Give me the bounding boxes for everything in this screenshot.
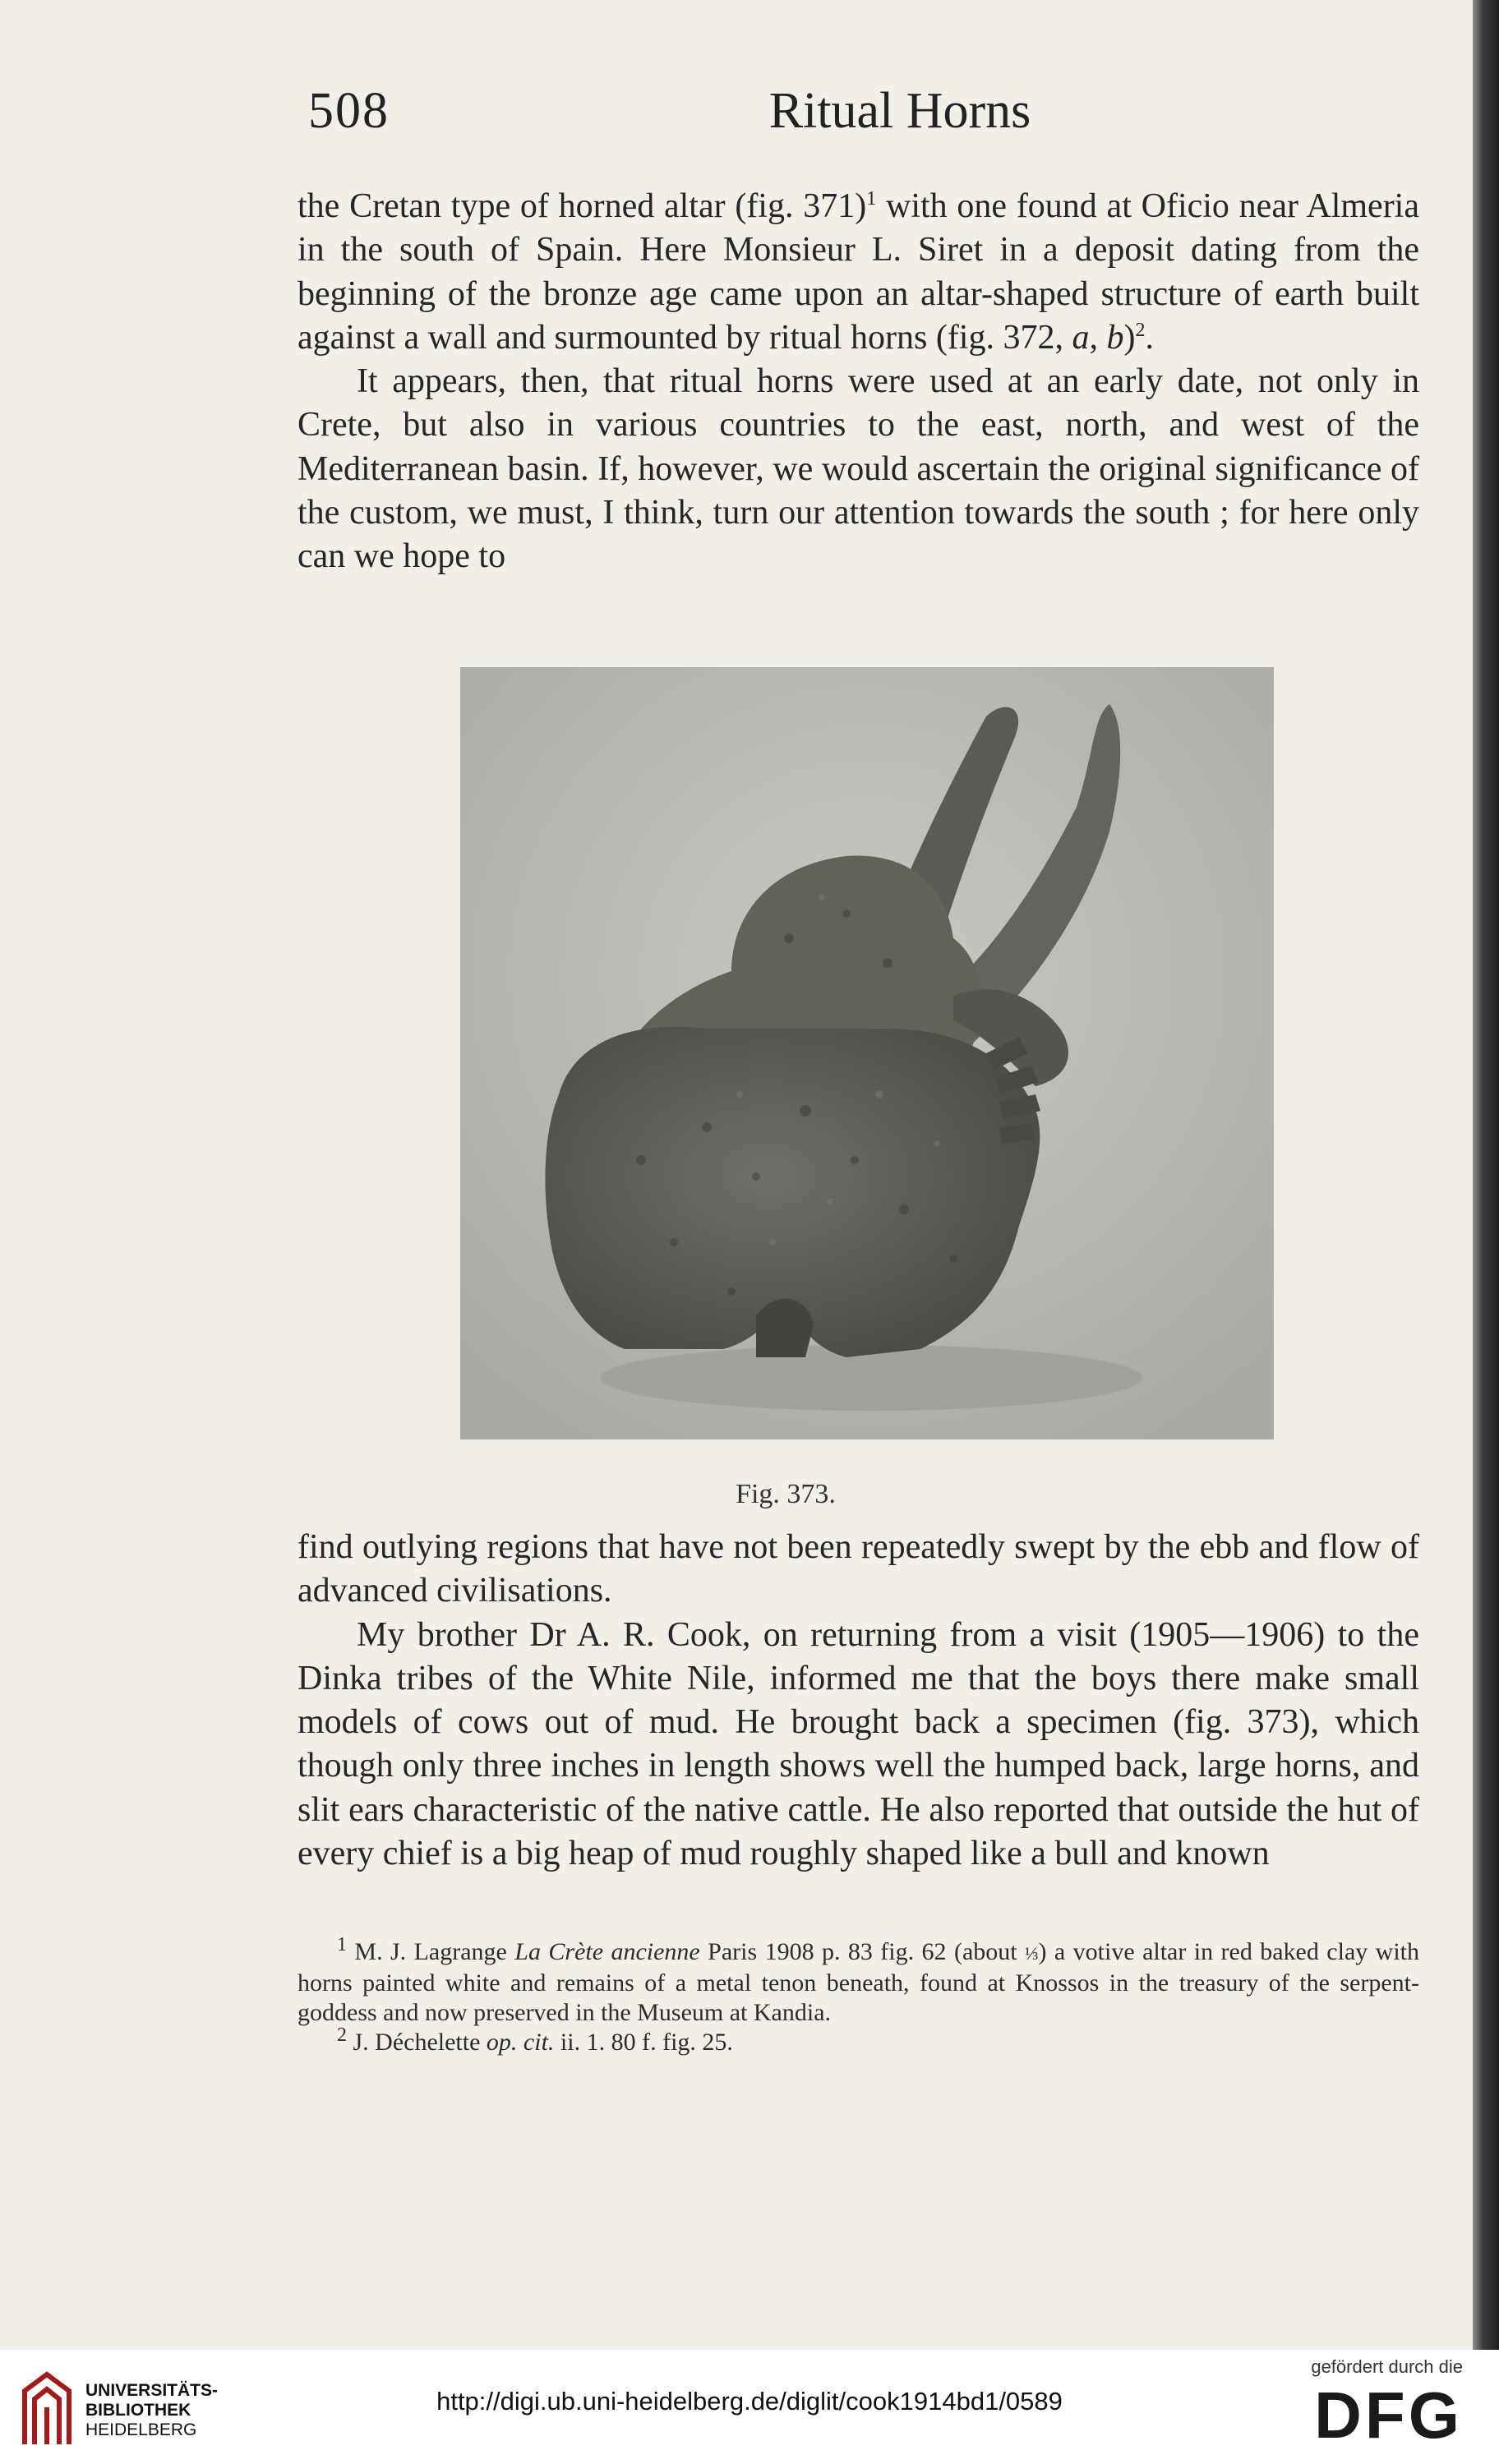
dfg-logo-icon: DFG	[1314, 2379, 1463, 2452]
paragraph-ritual-horns: It appears, then, that ritual horns were used at an early date, not only in Crete, but also in various countries to the east, north, and west of the Mediterranean basin. If, however, we would ascertain the original significance of the custom, we must, I think, turn our attention towards the south ; for here only can we hope to	[297, 362, 1419, 576]
library-name: UNIVERSITÄTS- BIBLIOTHEK HEIDELBERG	[85, 2381, 219, 2439]
paragraph-outlying-regions: find outlying regions that have not been repeatedly swept by the ebb and flow of advanced civilisations.	[297, 1528, 1419, 1610]
permalink-url[interactable]: http://digi.ub.uni-heidelberg.de/diglit/cook1914bd1/0589	[436, 2387, 1063, 2416]
footnote-ref-1: 1	[866, 188, 877, 210]
footnote-ref-2: 2	[1135, 319, 1146, 341]
text-block-upper	[297, 185, 1419, 579]
mud-cow-figure-image	[460, 667, 1274, 1439]
text-block-lower	[297, 1526, 1419, 1876]
footnotes	[297, 1934, 1420, 2057]
figure-photo-mud-cow	[460, 667, 1274, 1439]
paragraph-altar: the Cretan type of horned altar (fig. 371)$^1$ with one found at Oficio near Almeria in the south of Spain. Here Monsieur L. Siret in a deposit dating from the beginning of the bronze age came upon an altar-shaped structure of earth built against a wall and surmounted by ritual horns (fig. 372, a, b)$^2$.	[297, 187, 1419, 357]
funding-note: gefördert durch die	[1311, 2356, 1463, 2377]
figure-caption: Fig. 373.	[736, 1479, 836, 1509]
page-number: 508	[308, 83, 390, 139]
running-head	[296, 82, 1430, 156]
page-title: Ritual Horns	[768, 83, 1031, 139]
footnote-1: $^1$ M. J. Lagrange La Crète ancienne Paris 1908 p. 83 fig. 62 (about ⅓) a votive altar in red baked clay with horns painted white and remains of a metal tenon beneath, found at Knossos in the treasury of the serpent-goddess and now preserved in the Museum at Kandia.	[297, 1934, 1420, 2026]
footnote-2: $^2$ J. Déchelette op. cit. ii. 1. 80 f. fig. 25.	[337, 2024, 733, 2056]
scan-edge	[1473, 0, 1499, 2350]
paragraph-dinka: My brother Dr A. R. Cook, on returning from a visit (1905—1906) to the Dinka tribes of the White Nile, informed me that the boys there make small models of cows out of mud. He brought back a specimen (fig. 373), which though only three inches in length shows well the humped back, large horns, and slit ears characteristic of the native cattle. He also reported that outside the hut of every chief is a big heap of mud roughly shaped like a bull and known	[297, 1615, 1419, 1873]
